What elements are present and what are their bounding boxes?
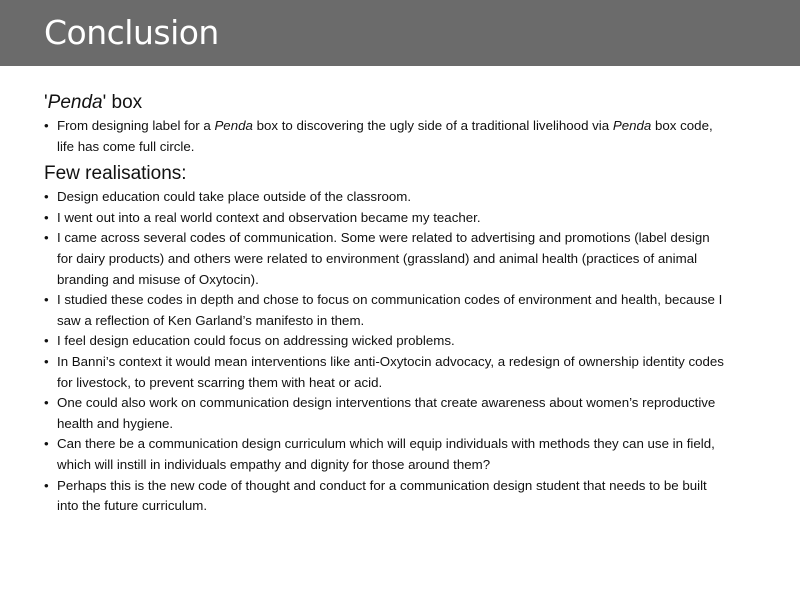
list-item-text: Can there be a communication design curriculum which will equip individuals with methods they can use in field, which will instill in individuals empathy and dignity for those around them? <box>57 436 715 472</box>
section-heading-realisations: Few realisations: <box>44 163 187 185</box>
text-part: box to discovering the ugly side of a traditional livelihood via <box>252 118 613 133</box>
list-item <box>44 393 724 434</box>
list-item <box>44 352 724 393</box>
section-heading-penda-box <box>44 90 724 116</box>
list-item-text: I feel design education could focus on addressing wicked problems. <box>57 333 455 349</box>
italic-penda: Penda <box>612 118 652 133</box>
title-bar <box>0 0 800 66</box>
text-part: box code, life has come full circle. <box>57 118 713 154</box>
bullet-icon: • <box>44 209 49 225</box>
list-item-text: I went out into a real world context and observation became my teacher. <box>57 209 481 225</box>
list-item-text: One could also work on communication design interventions that create awareness about women’s reproductive health and hygiene. <box>57 395 716 431</box>
bullet-icon: • <box>44 436 49 452</box>
list-item <box>44 187 724 208</box>
slide-content <box>44 90 724 517</box>
list-item-text: In Banni’s context it would mean interventions like anti-Oxytocin advocacy, a redesign of ownership identity codes for livestock, to prevent scarring them with heat or acid. <box>57 353 724 390</box>
bullet-icon: • <box>44 230 49 246</box>
bullet-icon: • <box>44 292 49 308</box>
bullet-icon: • <box>44 395 49 411</box>
bullet-icon: • <box>44 333 49 349</box>
list-item <box>44 208 724 229</box>
list-item-text: I studied these codes in depth and chose to focus on communication codes of environment and health, because I saw a reflection of Ken Garland’s manifesto in them. <box>57 292 723 328</box>
list-item <box>44 116 724 157</box>
text-part: From designing label for a <box>57 118 215 133</box>
heading-rest: ' box <box>102 92 143 113</box>
heading-quote-open: ' <box>44 92 48 113</box>
italic-penda: Penda <box>214 118 253 133</box>
bullet-icon: • <box>44 353 49 369</box>
list-item <box>44 228 724 290</box>
heading-italic-penda: Penda <box>47 92 103 113</box>
realisations-list <box>44 187 724 517</box>
bullet-icon: • <box>44 477 49 493</box>
list-item-text: Design education could take place outside of the classroom. <box>57 189 412 205</box>
penda-box-list <box>44 116 724 157</box>
bullet-icon: • <box>44 118 49 133</box>
slide-title: Conclusion <box>44 13 219 52</box>
list-item-text: I came across several codes of communication. Some were related to advertising and promotions (label design for dairy products) and others were related to environment (grassland) and animal health (practices of animal branding and misuse of Oxytocin). <box>57 230 710 287</box>
list-item <box>44 434 724 475</box>
list-item <box>44 476 724 517</box>
bullet-icon: • <box>44 189 49 205</box>
list-item <box>44 290 724 331</box>
list-item <box>44 331 724 352</box>
list-item-text: Perhaps this is the new code of thought and conduct for a communication design student that needs to be built into the future curriculum. <box>57 477 707 514</box>
